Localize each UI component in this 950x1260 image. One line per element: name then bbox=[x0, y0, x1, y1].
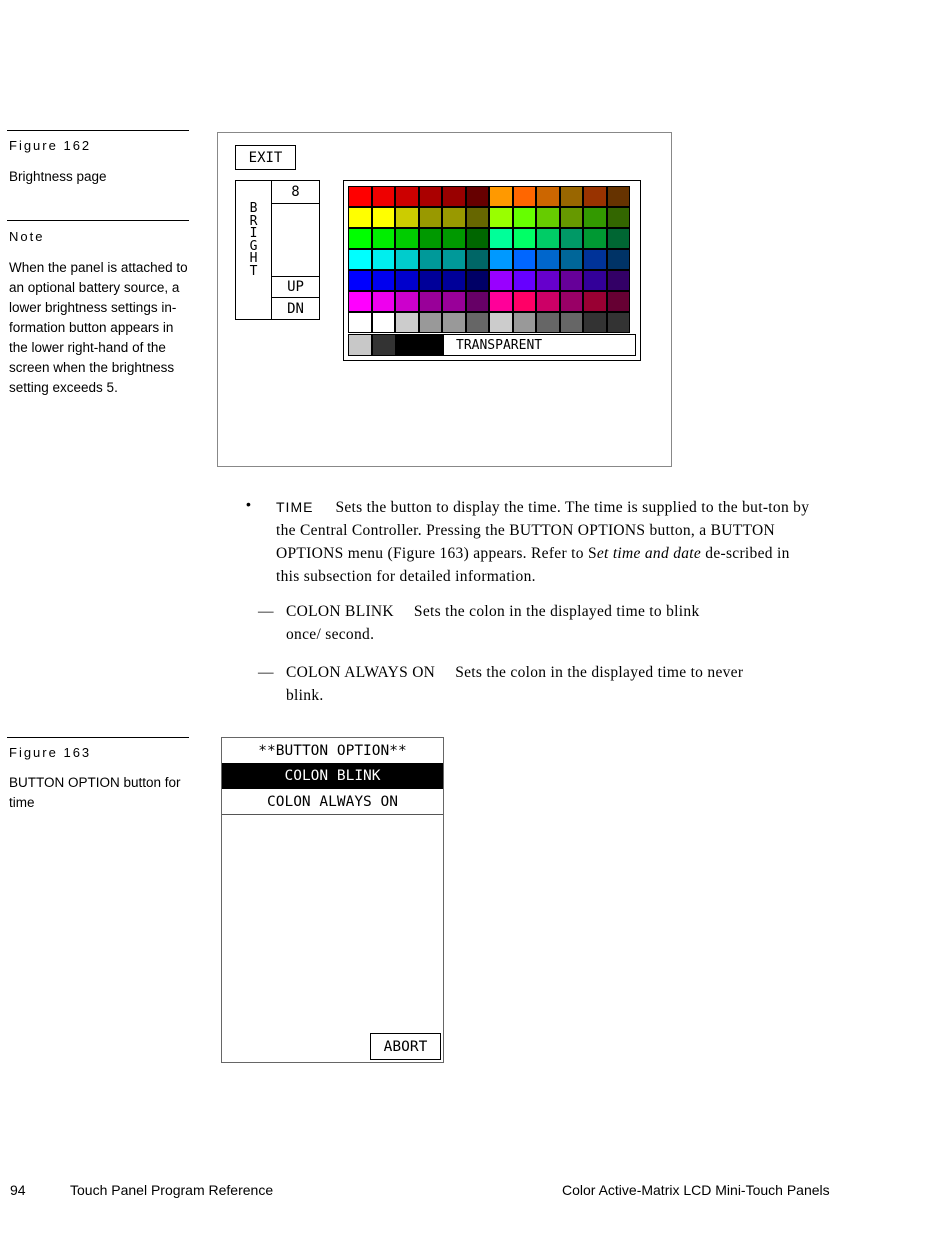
color-swatch[interactable] bbox=[395, 228, 419, 249]
color-swatch[interactable] bbox=[348, 312, 372, 333]
bright-letter: G bbox=[249, 238, 258, 254]
color-swatch[interactable] bbox=[607, 291, 631, 312]
color-swatch[interactable] bbox=[607, 207, 631, 228]
color-swatch[interactable] bbox=[513, 270, 537, 291]
color-swatch[interactable] bbox=[607, 186, 631, 207]
footer-left-title: Touch Panel Program Reference bbox=[70, 1182, 274, 1198]
color-swatch[interactable] bbox=[560, 270, 584, 291]
color-swatch[interactable] bbox=[372, 207, 396, 228]
color-swatch[interactable] bbox=[348, 228, 372, 249]
bright-letter: T bbox=[249, 263, 258, 279]
page-number: 94 bbox=[10, 1182, 26, 1198]
color-swatch[interactable] bbox=[419, 312, 443, 333]
color-swatch[interactable] bbox=[442, 312, 466, 333]
bright-letter: I bbox=[249, 226, 258, 241]
bright-letter: R bbox=[249, 213, 258, 229]
color-swatch[interactable] bbox=[536, 249, 560, 270]
color-swatch[interactable] bbox=[395, 270, 419, 291]
color-swatch[interactable] bbox=[348, 270, 372, 291]
fig162-caption: Brightness page bbox=[9, 169, 107, 184]
color-swatch[interactable] bbox=[536, 207, 560, 228]
color-swatch[interactable] bbox=[395, 186, 419, 207]
color-swatch[interactable] bbox=[419, 207, 443, 228]
color-swatch[interactable] bbox=[466, 312, 490, 333]
color-swatch[interactable] bbox=[489, 186, 513, 207]
fig162-rule bbox=[7, 130, 189, 131]
color-swatch[interactable] bbox=[560, 312, 584, 333]
color-swatch[interactable] bbox=[560, 291, 584, 312]
color-swatch[interactable] bbox=[560, 207, 584, 228]
black-swatch[interactable] bbox=[396, 334, 444, 356]
color-swatch[interactable] bbox=[607, 249, 631, 270]
note-label: Note bbox=[9, 229, 45, 244]
color-swatch[interactable] bbox=[466, 291, 490, 312]
color-swatch[interactable] bbox=[583, 186, 607, 207]
color-swatch[interactable] bbox=[348, 207, 372, 228]
color-swatch[interactable] bbox=[536, 186, 560, 207]
transparent-button[interactable]: TRANSPARENT bbox=[443, 334, 636, 356]
color-swatch[interactable] bbox=[607, 312, 631, 333]
menu-title: **BUTTON OPTION** bbox=[258, 743, 407, 759]
colon-always-item bbox=[258, 661, 798, 707]
color-swatch[interactable] bbox=[419, 249, 443, 270]
color-swatch[interactable] bbox=[513, 249, 537, 270]
color-swatch[interactable] bbox=[560, 249, 584, 270]
color-swatch[interactable] bbox=[583, 228, 607, 249]
note-text: When the panel is attached to an optional battery source, a lower brightness settings in-formation button appears in the lower right-hand of the screen when the brightness setting exceeds 5. bbox=[9, 260, 188, 395]
time-term: TIME bbox=[276, 499, 314, 515]
brightness-level-area bbox=[272, 204, 319, 277]
color-swatch[interactable] bbox=[607, 228, 631, 249]
color-swatch[interactable] bbox=[466, 270, 490, 291]
fig162-label: Figure 162 bbox=[9, 138, 92, 153]
colon-blink-text-2: once/ second. bbox=[286, 626, 375, 643]
dash: — bbox=[258, 603, 274, 620]
color-swatch[interactable] bbox=[583, 291, 607, 312]
color-swatch[interactable] bbox=[583, 270, 607, 291]
color-swatch[interactable] bbox=[372, 291, 396, 312]
color-swatch[interactable] bbox=[372, 270, 396, 291]
color-swatch[interactable] bbox=[536, 312, 560, 333]
color-swatch[interactable] bbox=[442, 270, 466, 291]
gray-swatch[interactable] bbox=[348, 334, 372, 356]
dash: — bbox=[258, 664, 274, 681]
colon-blink-term: COLON BLINK bbox=[286, 603, 394, 620]
color-swatch[interactable] bbox=[536, 291, 560, 312]
colon-blink-option[interactable]: COLON BLINK bbox=[222, 763, 443, 789]
color-swatch[interactable] bbox=[466, 249, 490, 270]
time-text-2: de-scribed in this subsection for detailed information. bbox=[276, 545, 790, 585]
color-swatch[interactable] bbox=[419, 186, 443, 207]
bright-vertical-label bbox=[236, 181, 272, 319]
color-swatch[interactable] bbox=[442, 207, 466, 228]
color-swatch[interactable] bbox=[395, 312, 419, 333]
brightness-up-button[interactable]: UP bbox=[272, 277, 319, 298]
fig163-caption: BUTTON OPTION button for time bbox=[9, 775, 181, 810]
color-swatch[interactable] bbox=[513, 291, 537, 312]
color-swatch[interactable] bbox=[513, 207, 537, 228]
colon-always-on-option[interactable]: COLON ALWAYS ON bbox=[222, 789, 443, 815]
color-swatch[interactable] bbox=[513, 228, 537, 249]
color-palette bbox=[343, 180, 641, 361]
note-rule bbox=[7, 220, 189, 221]
palette-bottom-row bbox=[348, 334, 636, 356]
color-swatch[interactable] bbox=[395, 291, 419, 312]
bright-letter: B bbox=[249, 201, 258, 216]
color-swatch[interactable] bbox=[583, 207, 607, 228]
color-swatch[interactable] bbox=[466, 207, 490, 228]
color-swatch[interactable] bbox=[419, 270, 443, 291]
color-swatch[interactable] bbox=[419, 228, 443, 249]
color-swatch[interactable] bbox=[536, 270, 560, 291]
colon-always-text-2: blink. bbox=[286, 687, 324, 704]
fig163-label: Figure 163 bbox=[9, 745, 92, 760]
colon-always-text: Sets the colon in the displayed time to never bbox=[455, 664, 744, 681]
color-swatch[interactable] bbox=[442, 249, 466, 270]
time-text-1: Sets the button to display the time. The time is supplied to the but-ton by the Central Controller. Pressing the BUTTON OPTIONS button, a BUTTON OPTIONS menu (Figure 163) appears. Refer to S bbox=[276, 499, 810, 562]
color-swatch[interactable] bbox=[489, 291, 513, 312]
color-swatch[interactable] bbox=[348, 186, 372, 207]
color-swatch[interactable] bbox=[489, 207, 513, 228]
color-swatch[interactable] bbox=[395, 207, 419, 228]
brightness-level-display: 8 bbox=[272, 181, 319, 204]
brightness-down-button[interactable]: DN bbox=[287, 300, 304, 317]
abort-button[interactable]: ABORT bbox=[370, 1033, 441, 1060]
color-swatch[interactable] bbox=[372, 228, 396, 249]
color-swatch[interactable] bbox=[419, 291, 443, 312]
brightness-control bbox=[235, 180, 320, 320]
color-swatch[interactable] bbox=[395, 249, 419, 270]
footer-right-title: Color Active-Matrix LCD Mini-Touch Panels bbox=[562, 1182, 830, 1198]
colon-blink-text: Sets the colon in the displayed time to blink bbox=[413, 603, 700, 620]
color-swatch[interactable] bbox=[466, 228, 490, 249]
bullet: • bbox=[246, 496, 251, 512]
brightness-page-screen bbox=[217, 132, 672, 467]
color-swatch[interactable] bbox=[489, 228, 513, 249]
color-swatch-grid bbox=[348, 186, 630, 333]
color-swatch[interactable] bbox=[489, 312, 513, 333]
color-swatch[interactable] bbox=[560, 186, 584, 207]
color-swatch[interactable] bbox=[348, 291, 372, 312]
bright-letter: H bbox=[249, 251, 258, 266]
time-paragraph bbox=[276, 496, 816, 588]
color-swatch[interactable] bbox=[607, 270, 631, 291]
color-swatch[interactable] bbox=[489, 270, 513, 291]
color-swatch[interactable] bbox=[536, 228, 560, 249]
color-swatch[interactable] bbox=[442, 228, 466, 249]
exit-button[interactable]: EXIT bbox=[235, 145, 296, 170]
color-swatch[interactable] bbox=[348, 249, 372, 270]
color-swatch[interactable] bbox=[442, 186, 466, 207]
color-swatch[interactable] bbox=[560, 228, 584, 249]
color-swatch[interactable] bbox=[372, 312, 396, 333]
color-swatch[interactable] bbox=[583, 249, 607, 270]
color-swatch[interactable] bbox=[583, 312, 607, 333]
time-text-italic: et time and date bbox=[596, 545, 702, 562]
colon-blink-item bbox=[258, 600, 798, 646]
color-swatch[interactable] bbox=[513, 312, 537, 333]
color-swatch[interactable] bbox=[466, 186, 490, 207]
dark-gray-swatch[interactable] bbox=[372, 334, 396, 356]
colon-always-term: COLON ALWAYS ON bbox=[286, 664, 436, 681]
button-option-screen bbox=[221, 737, 444, 1063]
color-swatch[interactable] bbox=[442, 291, 466, 312]
color-swatch[interactable] bbox=[372, 249, 396, 270]
color-swatch[interactable] bbox=[489, 249, 513, 270]
fig163-rule bbox=[7, 737, 189, 738]
color-swatch[interactable] bbox=[372, 186, 396, 207]
color-swatch[interactable] bbox=[513, 186, 537, 207]
